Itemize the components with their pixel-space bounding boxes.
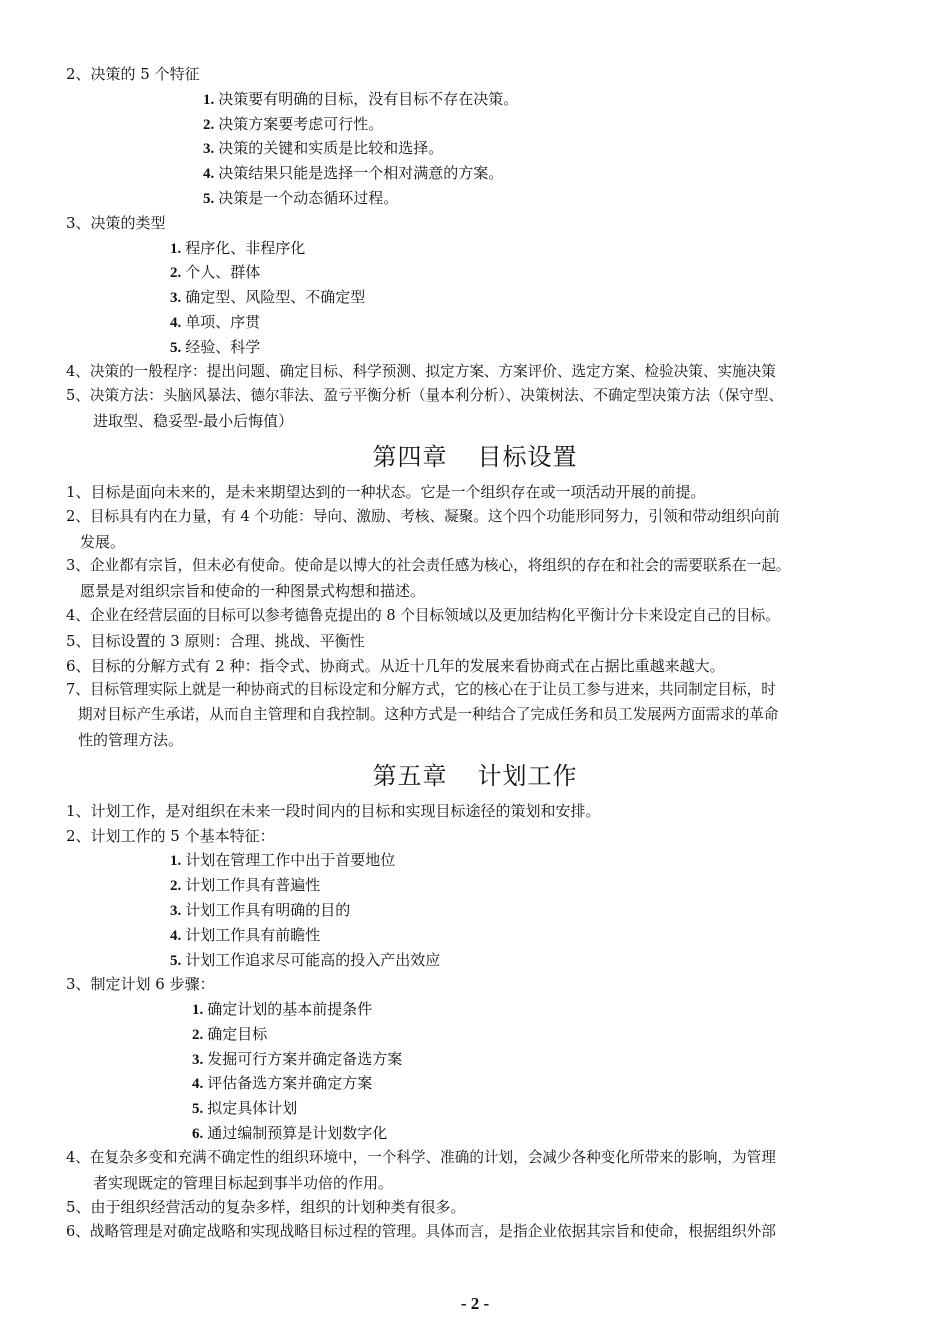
list-item — [0, 923, 950, 948]
list-item — [0, 161, 950, 186]
list-item — [0, 1096, 950, 1121]
paragraph: 2、目标具有内在力量，有 4 个功能：导向、激励、考核、凝聚。这个四个功能形同努力，引领和带动组织向前 — [66, 507, 780, 525]
list-text: 通过编制预算是计划数字化 — [207, 1124, 388, 1143]
list-number: 3. — [203, 141, 215, 158]
paragraph: 1、计划工作，是对组织在未来一段时间内的目标和实现目标途径的策划和安排。 — [66, 801, 601, 820]
list-number: 2. — [170, 878, 182, 895]
paragraph-continuation: 性的管理方法。 — [78, 730, 184, 749]
list-number: 6. — [192, 1126, 204, 1143]
page-number: - 2 - — [460, 1294, 490, 1313]
list-item — [0, 873, 950, 898]
list-item — [0, 1121, 950, 1146]
list-item — [0, 1047, 950, 1072]
paragraph: 5、决策方法：头脑风暴法、德尔菲法、盈亏平衡分析（量本利分析）、决策树法、不确定型决策方法（保守型、 — [66, 387, 784, 405]
list-text: 程序化、非程序化 — [185, 238, 306, 257]
paragraph: 6、战略管理是对确定战略和实现战略目标过程的管理。具体而言，是指企业依据其宗旨和使命，根据组织外部 — [66, 1223, 776, 1241]
list-text: 确定目标 — [207, 1024, 268, 1043]
paragraph: 7、目标管理实际上就是一种协商式的目标设定和分解方式，它的核心在于让员工参与进来，共同制定目标，时 — [66, 681, 776, 699]
paragraph: 3、决策的类型 — [66, 213, 166, 232]
list-item — [0, 136, 950, 161]
list-text: 发掘可行方案并确定备选方案 — [207, 1049, 403, 1068]
paragraph: 4、决策的一般程序：提出问题、确定目标、科学预测、拟定方案、方案评价、选定方案、检验决策、实施决策 — [66, 362, 776, 380]
paragraph-continuation: 者实现既定的管理目标起到事半功倍的作用。 — [93, 1173, 394, 1192]
list-item — [0, 335, 950, 360]
chapter-name: 目标设置 — [477, 442, 578, 471]
list-item — [0, 948, 950, 973]
paragraph: 2、决策的 5 个特征 — [66, 65, 200, 83]
list-text: 单项、序贯 — [185, 312, 261, 331]
list-number: 3. — [170, 290, 182, 307]
paragraph: 4、企业在经营层面的目标可以参考德鲁克提出的 8 个目标领域以及更加结构化平衡计分卡来设定自己的目标。 — [66, 606, 780, 624]
list-text: 经验、科学 — [185, 337, 261, 356]
paragraph: 5、目标设置的 3 原则：合理、挑战、平衡性 — [66, 631, 365, 650]
list-number: 1. — [192, 1002, 204, 1019]
list-text: 确定型、风险型、不确定型 — [185, 288, 366, 307]
paragraph-continuation: 期对目标产生承诺，从而自主管理和自我控制。这种方式是一种结合了完成任务和员工发展两方面需求的革命 — [78, 706, 779, 724]
paragraph: 3、企业都有宗旨，但未必有使命。使命是以博大的社会责任感为核心，将组织的存在和社会的需要联系在一起。 — [66, 557, 791, 575]
chapter-title — [0, 436, 950, 478]
list-number: 1. — [203, 91, 215, 108]
list-item — [0, 848, 950, 873]
list-number: 3. — [192, 1051, 204, 1068]
list-number: 5. — [170, 952, 182, 969]
chapter-title — [0, 755, 950, 797]
list-item — [0, 997, 950, 1022]
list-text: 计划在管理工作中出于首要地位 — [185, 851, 396, 870]
chapter-name: 计划工作 — [477, 761, 578, 790]
list-number: 1. — [170, 240, 182, 257]
chapter-number: 第四章 — [372, 442, 448, 471]
list-text: 决策结果只能是选择一个相对满意的方案。 — [218, 164, 504, 183]
list-text: 确定计划的基本前提条件 — [207, 1000, 373, 1019]
paragraph-continuation: 发展。 — [80, 532, 126, 551]
paragraph: 4、在复杂多变和充满不确定性的组织环境中，一个科学、准确的计划，会减少各种变化所带来的影响，为管理 — [66, 1148, 776, 1166]
list-item — [0, 236, 950, 261]
list-number: 5. — [170, 339, 182, 356]
list-text: 计划工作具有明确的目的 — [185, 900, 351, 919]
list-text: 个人、群体 — [185, 263, 261, 282]
list-number: 5. — [203, 190, 215, 207]
list-text: 决策要有明确的目标，没有目标不存在决策。 — [218, 89, 519, 108]
list-text: 决策方案要考虑可行性。 — [218, 114, 384, 133]
list-item — [0, 285, 950, 310]
list-number: 3. — [170, 902, 182, 919]
list-text: 计划工作具有普遍性 — [185, 876, 321, 895]
list-text: 决策是一个动态循环过程。 — [218, 188, 399, 207]
list-item — [0, 310, 950, 335]
paragraph: 5、由于组织经营活动的复杂多样，组织的计划种类有很多。 — [66, 1198, 466, 1217]
list-number: 2. — [203, 116, 215, 133]
paragraph: 6、目标的分解方式有 2 种：指令式、协商式。从近十几年的发展来看协商式在占据比重越来越大。 — [66, 656, 725, 675]
list-item — [0, 898, 950, 923]
list-text: 计划工作追求尽可能高的投入产出效应 — [185, 950, 441, 969]
list-number: 4. — [170, 927, 182, 944]
document-body — [0, 62, 950, 1245]
list-text: 计划工作具有前瞻性 — [185, 925, 321, 944]
list-number: 2. — [170, 265, 182, 282]
list-number: 2. — [192, 1026, 204, 1043]
paragraph: 1、目标是面向未来的，是未来期望达到的一种状态。它是一个组织存在或一项活动开展的前提。 — [66, 482, 706, 501]
list-text: 决策的关键和实质是比较和选择。 — [218, 139, 444, 158]
list-item — [0, 260, 950, 285]
list-number: 4. — [170, 314, 182, 331]
list-item — [0, 1022, 950, 1047]
list-number: 1. — [170, 853, 182, 870]
list-number: 4. — [192, 1076, 204, 1093]
paragraph: 3、制定计划 6 步骤： — [66, 975, 215, 994]
list-item — [0, 87, 950, 112]
list-text: 拟定具体计划 — [207, 1099, 298, 1118]
paragraph: 2、计划工作的 5 个基本特征： — [66, 826, 275, 845]
list-item — [0, 186, 950, 211]
paragraph-continuation: 愿景是对组织宗旨和使命的一种图景式构想和描述。 — [80, 582, 426, 601]
list-number: 4. — [203, 166, 215, 183]
chapter-number: 第五章 — [372, 761, 448, 790]
list-number: 5. — [192, 1101, 204, 1118]
paragraph-continuation: 进取型、稳妥型-最小后悔值） — [93, 412, 294, 431]
list-item — [0, 1071, 950, 1096]
list-text: 评估备选方案并确定方案 — [207, 1074, 373, 1093]
list-item — [0, 112, 950, 137]
